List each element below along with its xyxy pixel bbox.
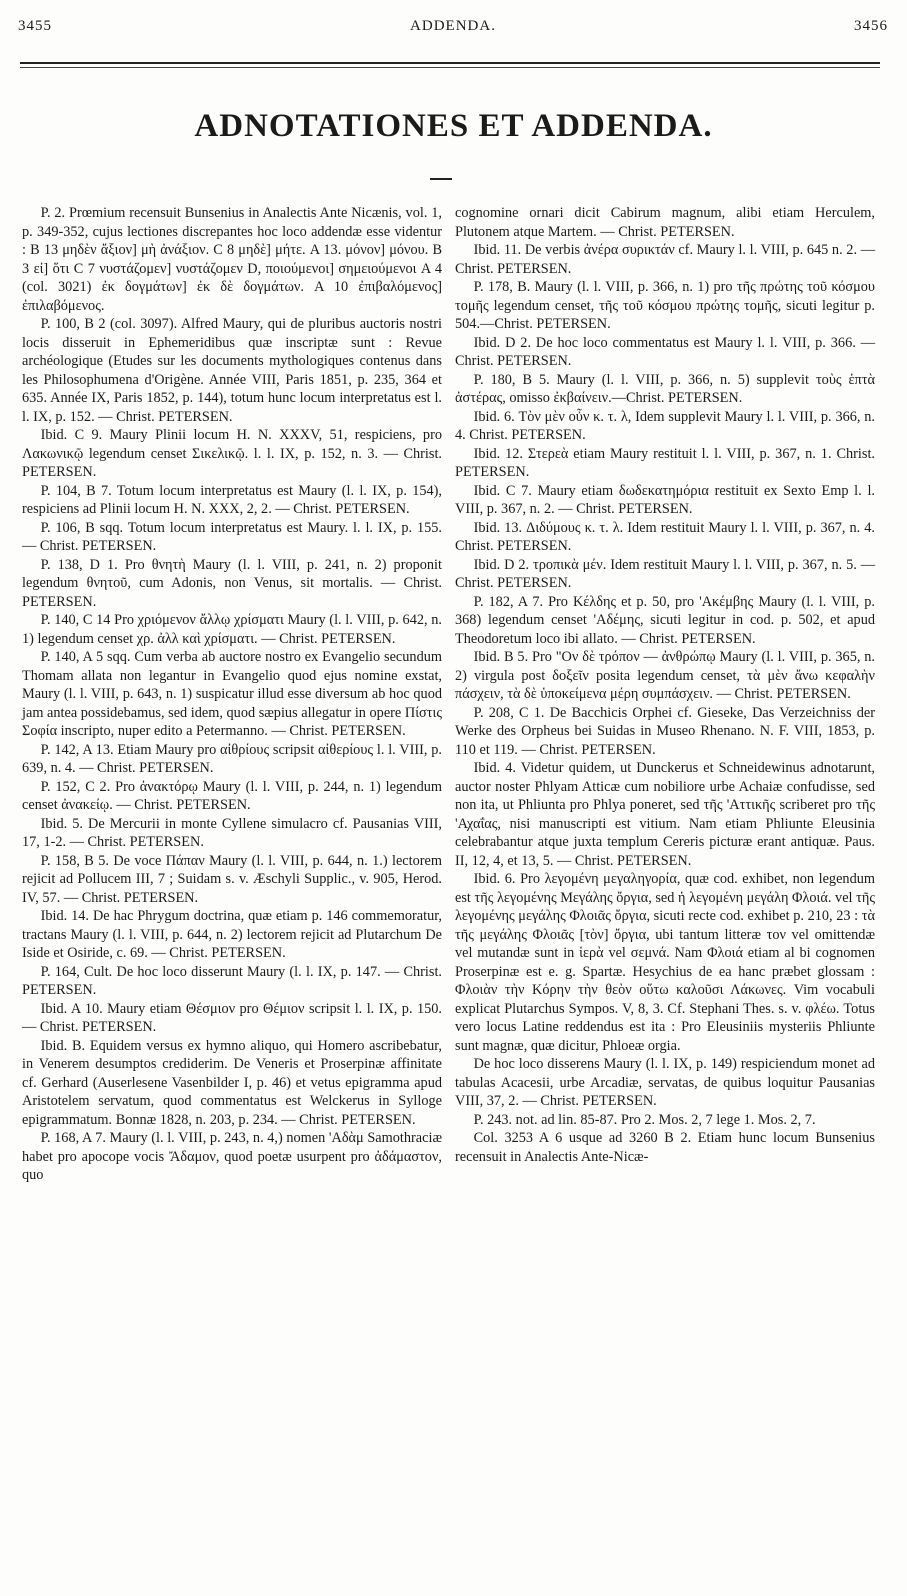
note-paragraph: P. 168, A 7. Maury (l. l. VIII, p. 243, n. 4,) nomen 'Αδὰμ Samothraciæ habet pro apocope vocis Ἄδαμον, quod poetæ usurpent pro ἀδάμαστον, quo <box>22 1130 442 1183</box>
note-paragraph: P. 178, B. Maury (l. l. VIII, p. 366, n. 1) pro τῆς πρώτης τοῦ κόσμου τομῆς legendum censet, τῆς τοῦ κόσμου πρώτης τομῆς, sicuti legitur p. 504.—Christ. PETERSEN. <box>455 279 875 332</box>
note-paragraph: Ibid. 11. De verbis ἀνέρα συρικτάν cf. Maury l. l. VIII, p. 645 n. 2. — Christ. PETERSEN. <box>455 242 875 277</box>
note-paragraph: Ibid. D 2. De hoc loco commentatus est Maury l. l. VIII, p. 366. — Christ. PETERSEN. <box>455 334 875 369</box>
note-paragraph: P. 138, D 1. Pro θνητὴ Maury (l. l. VIII, p. 241, n. 2) proponit legendum θνητοῦ, cum Adonis, non Venus, sit mortalis. — Christ. PETERSEN. <box>22 556 442 610</box>
note-paragraph: P. 104, B 7. Totum locum interpretatus est Maury (l. l. IX, p. 154), respiciens ad Plinii locum H. N. XXX, 2, 2. — Christ. PETERSEN. <box>22 482 442 517</box>
left-column <box>22 204 442 1185</box>
note-paragraph: Ibid. 4. Videtur quidem, ut Dunckerus et Schneidewinus adnotarunt, auctor noster Phlyam Atticæ cum nobiliore urbe Achaiæ confudisse, sed non ita, ut Phliunta pro Phlya poneret, sed τῆς 'Αττικῆς scriberet pro τῆς 'Αχαΐας, nisi manuscripti est vitium. Nam etiam Phliunte Eleusinia celebrabantur atque juxta templum Cereris picturæ erant antiquæ. Paus. II, 12, 4, et 13, 5. — Christ. PETERSEN. <box>455 760 875 869</box>
running-title: ADDENDA. <box>410 18 496 34</box>
note-paragraph: Ibid. 13. Διδύμους κ. τ. λ. Idem restituit Maury l. l. VIII, p. 367, n. 4. Christ. PETERSEN. <box>455 519 875 554</box>
note-paragraph: P. 243. not. ad lin. 85-87. Pro 2. Mos. 2, 7 lege 1. Mos. 2, 7. <box>473 1111 816 1128</box>
note-paragraph: Ibid. C 7. Maury etiam δωδεκατημόρια restituit ex Sexto Emp l. l. VIII, p. 367, n. 2. — Christ. PETERSEN. <box>455 482 875 517</box>
title-dash-divider <box>430 178 452 180</box>
note-paragraph: Col. 3253 A 6 usque ad 3260 B 2. Etiam hunc locum Bunsenius recensuit in Analectis Ante-Nicæ- <box>455 1130 875 1165</box>
note-paragraph: P. 140, C 14 Pro χριόμενον ἄλλῳ χρίσματι Maury (l. l. VIII, p. 642, n. 1) legendum censet χρ. ἀλλ καὶ χρίσματι. — Christ. PETERSEN. <box>22 612 442 647</box>
note-paragraph: P. 100, B 2 (col. 3097). Alfred Maury, qui de pluribus auctoris nostri locis disseruit in Ephemeridibus quæ inscriptæ sunt : Revue archéologique (Etudes sur les documents mythologiques contenus dans les Philosophumena d'Origène. Année VIII, Paris 1851, p. 235, 364 et 635. Année IX, Paris 1852, p. 144), totum hunc locum interpretatus est l. l. IX, p. 152. — Christ. PETERSEN. <box>22 316 442 425</box>
note-paragraph: De hoc loco disserens Maury (l. l. IX, p. 149) respiciendum monet ad tabulas Acacesii, urbe Arcadiæ, servatas, de quibus loquitur Pausanias VIII, 37, 2. — Christ. PETERSEN. <box>455 1056 875 1109</box>
running-header <box>18 18 888 42</box>
note-paragraph: P. 182, A 7. Pro Κέλδης et p. 50, pro 'Ακέμβης Maury (l. l. VIII, p. 368) legendum censet 'Αδέμης, sicuti legitur in cod. p. 502, et apud Theodoretum loco ibi allato. — Christ. PETERSEN. <box>455 593 875 647</box>
note-paragraph: P. 158, B 5. De voce Πάπαν Maury (l. l. VIII, p. 644, n. 1.) lectorem rejicit ad Pollucem III, 7 ; Suidam s. v. Æschyli Supplic., v. 905, Herod. IV, 57. — Christ. PETERSEN. <box>22 852 442 906</box>
note-paragraph: Ibid. D 2. τροπικὰ μέν. Idem restituit Maury l. l. VIII, p. 367, n. 5. — Christ. PETERSEN. <box>455 556 875 591</box>
note-paragraph: Ibid. B 5. Pro "Ον δὲ τρόπον — ἀνθρώπῳ Maury (l. l. VIII, p. 365, n. 2) virgula post δοξεῖν posita legendum censet, τὰ μὲν ἄνω κεφαλὴν πάσχειν, τὰ δὲ ὑποκείμενα μέρη συμπάσχειν. — Christ. PETERSEN. <box>455 649 875 702</box>
note-paragraph: P. 106, B sqq. Totum locum interpretatus est Maury. l. l. IX, p. 155. — Christ. PETERSEN. <box>22 519 442 554</box>
page-number-right: 3456 <box>854 18 888 34</box>
page-number-left: 3455 <box>18 18 52 34</box>
note-paragraph: Ibid. C 9. Maury Plinii locum H. N. XXXV, 51, respiciens, pro Λακωνικῷ legendum censet Σικελικῷ. l. l. IX, p. 152, n. 3. — Christ. PETERSEN. <box>22 427 442 480</box>
header-rule-thin <box>20 67 880 68</box>
note-paragraph: Ibid. A 10. Maury etiam Θέσμιον pro Θέμιον scripsit l. l. IX, p. 150. — Christ. PETERSEN. <box>22 1000 442 1035</box>
note-paragraph: Ibid. 5. De Mercurii in monte Cyllene simulacro cf. Pausanias VIII, 17, 1-2. — Christ. PETERSEN. <box>22 815 442 850</box>
page-title: ADNOTATIONES ET ADDENDA. <box>194 108 713 144</box>
note-paragraph: Ibid. 6. Pro λεγομένη μεγαληγορία, quæ cod. exhibet, non legendum est τῆς λεγομένης Μεγάλης ὄργια, sed ἡ λεγομένη μεγάλη Φλοιά. vel τῆς λεγομένης μεγάλης Φλοιᾶς ὄργια, sicuti recte cod. exhibet p. 210, 23 : τὰ τῆς μεγάλης Φλοιᾶς [τὸν] ὄργια, ubi tantum litteræ τον vel omittendæ vel mutandæ sunt in ἱερὰ vel σεμνά. Nam Φλοιά etiam al bi cognomen Proserpinæ est e. g. Spartæ. Hesychius de ea hanc præbet glossam : Φλοιὰν τὴν Κόρην τὴν θεὸν οὕτω καλοῦσι Λάκωνες. Vim vocabuli explicat Plutarchus Sympos. V, 8, 3. Cf. Stephani Thes. s. v. φλέω. Totus vero locus Latine reddendus est ita : Pro Eleusiniis mysteriis Phliunte sunt magnæ, quæ dicitur, Phloeæ orgia. <box>455 871 875 1054</box>
note-paragraph: Ibid. 14. De hac Phrygum doctrina, quæ etiam p. 146 commemoratur, tractans Maury (l. l. VIII, p. 644, n. 2) lectorem rejicit ad Plutarchum De Iside et Osiride, c. 69. — Christ. PETERSEN. <box>22 908 442 961</box>
note-paragraph: P. 152, C 2. Pro ἀνακτόρῳ Maury (l. l. VIII, p. 244, n. 1) legendum censet ἀνακείῳ. — Christ. PETERSEN. <box>22 778 442 813</box>
note-paragraph: P. 2. Prœmium recensuit Bunsenius in Analectis Ante Nicænis, vol. 1, p. 349-352, cujus lectiones discrepantes hoc loco addendæ esse videntur : B 13 μηδὲν ἄξιον] μὴ ἀνάξιον. C 8 μηδὲ] μήτε. A 13. μόνον] μόνου. B 3 εἰ] ὅτι C 7 νυστάζομεν] νυστάζομεν D, ποιούμενοι] σημειούμενοι A 4 (col. 3021) ἐκ δογμάτων] ἐκ δὲ δογμάτων. A 10 ἐπιβαλόμενος] ἐπιλαβόμενος. <box>22 205 442 314</box>
note-paragraph: P. 180, B 5. Maury (l. l. VIII, p. 366, n. 5) supplevit τοὺς ἑπτὰ ἀστέρας, omisso ἐκβαίνειν.—Christ. PETERSEN. <box>455 371 875 406</box>
header-rule-thick <box>20 62 880 64</box>
note-paragraph: Ibid. B. Equidem versus ex hymno aliquo, qui Homero ascribebatur, in Venerem desumptos crediderim. De Veneris et Proserpinæ affinitate cf. Gerhard (Auserlesene Vasenbilder I, p. 46) et vetus epigramma apud Aristotelem servatum, quod commentatus est Welckerus in Sylloge epigrammatum. Bonnæ 1828, n. 203, p. 234. — Christ. PETERSEN. <box>22 1037 442 1128</box>
note-paragraph: P. 142, A 13. Etiam Maury pro αἰθρίους scripsit αἰθερίους l. l. VIII, p. 639, n. 4. — Christ. PETERSEN. <box>22 741 442 776</box>
note-paragraph: Ibid. 6. Τὸν μὲν οὖν κ. τ. λ, Idem supplevit Maury l. l. VIII, p. 366, n. 4. Christ. PETERSEN. <box>455 408 875 443</box>
note-paragraph: P. 208, C 1. De Bacchicis Orphei cf. Gieseke, Das Verzeichniss der Werke des Orpheus bei Suidas in Museo Rhenano. N. F. VIII, 1853, p. 110 et 119. — Christ. PETERSEN. <box>455 704 875 758</box>
note-paragraph: Ibid. 12. Στερεὰ etiam Maury restituit l. l. VIII, p. 367, n. 1. Christ. PETERSEN. <box>455 445 875 480</box>
note-paragraph-continued: cognomine ornari dicit Cabirum magnum, alibi etiam Herculem, Plutonem atque Martem. — Christ. PETERSEN. <box>455 205 875 240</box>
note-paragraph: P. 164, Cult. De hoc loco disserunt Maury (l. l. IX, p. 147. — Christ. PETERSEN. <box>22 963 442 998</box>
right-column <box>455 204 875 1166</box>
note-paragraph: P. 140, A 5 sqq. Cum verba ab auctore nostro ex Evangelio secundum Thomam allata non legantur in Evangelio quod ejus nomine exstat, Maury (l. l. VIII, p. 643, n. 1) suspicatur illud esse diversum ab hoc quod jam antea possidebamus, sed idem, quod sæpius allegatur in opere Πίστις Σοφία inscripto, nuper edito a Petermanno. — Christ. PETERSEN. <box>22 649 442 739</box>
